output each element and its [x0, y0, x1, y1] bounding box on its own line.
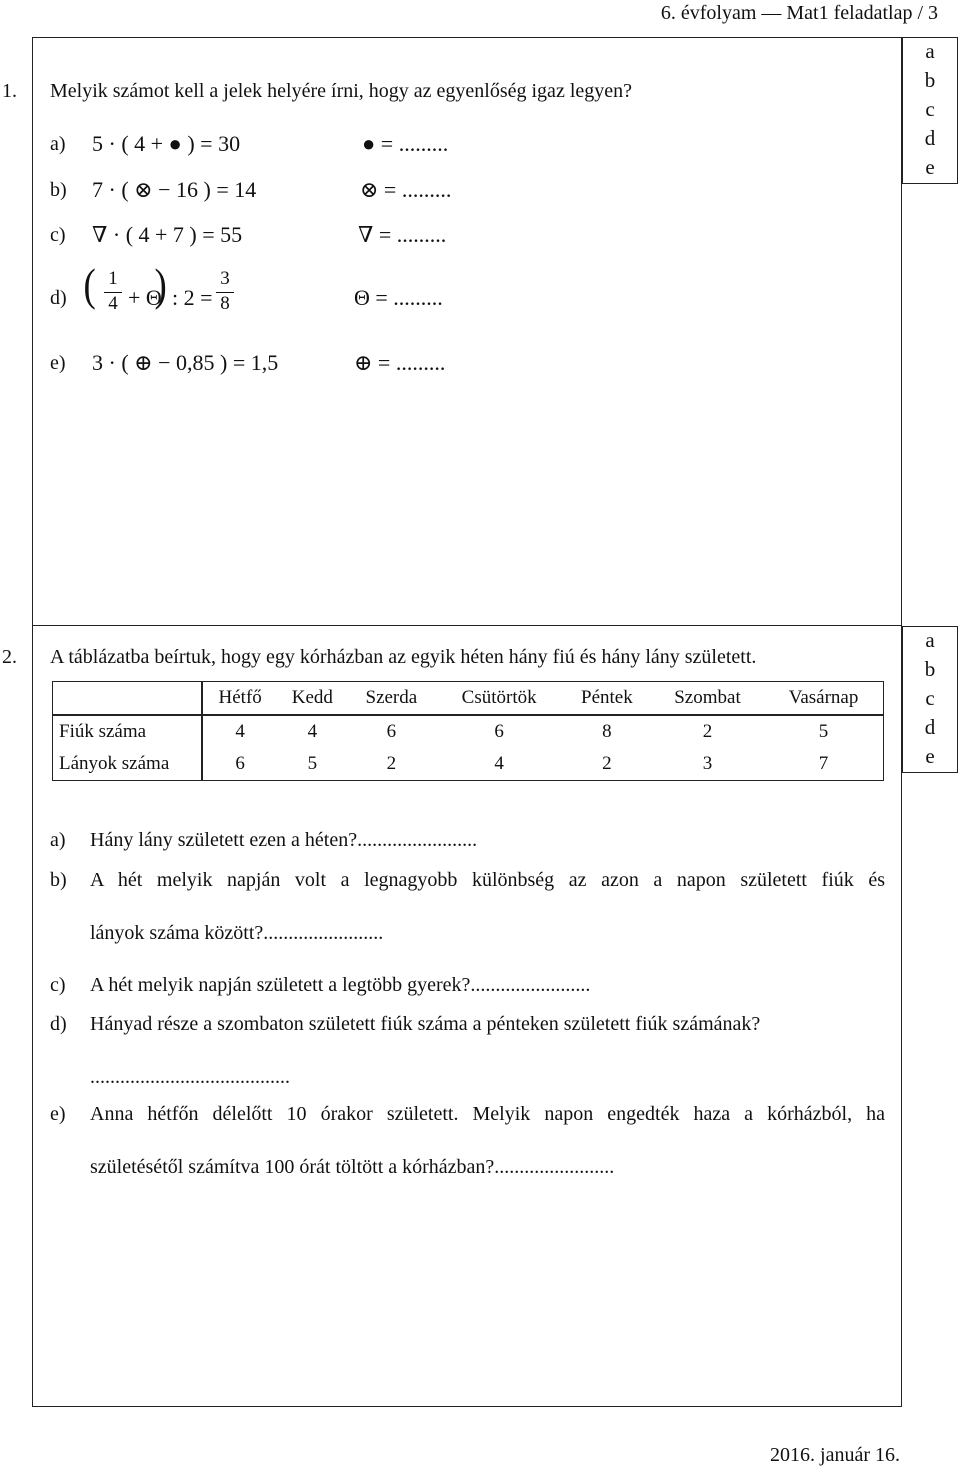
table-cell: 2 — [386, 753, 397, 774]
fraction-numerator: 3 — [220, 268, 230, 289]
item-d-label: d) — [50, 287, 67, 309]
table-cell: 5 — [307, 753, 318, 774]
item-d-divide: : 2 = — [172, 285, 213, 310]
grade-label-e: e — [925, 155, 935, 179]
births-table — [52, 681, 884, 781]
item-c-label: c) — [50, 224, 66, 246]
fraction-1-4 — [104, 268, 122, 315]
day-header: Péntek — [563, 682, 651, 716]
item-b-label: b) — [50, 179, 67, 201]
question-d-text: Hányad része a szombaton született fiúk száma a pénteken született fiúk számának? — [90, 1013, 761, 1035]
grade-label-a: a — [925, 39, 935, 63]
table-row-girls — [53, 748, 884, 781]
fraction-3-8 — [216, 268, 234, 315]
grade-label-d: d — [924, 126, 936, 150]
table-row-boys — [53, 715, 884, 748]
item-c-answer[interactable]: ∇ = ......... — [358, 222, 447, 247]
day-header: Kedd — [277, 682, 347, 716]
grade-label-a: a — [925, 628, 935, 652]
item-a-answer[interactable]: ● = ......... — [362, 131, 449, 156]
grade-box-task2 — [902, 626, 958, 773]
day-header: Csütörtök — [435, 682, 563, 716]
item-d-mid: + Θ — [128, 285, 162, 310]
grade-label-b: b — [924, 657, 936, 681]
table-cell: 2 — [602, 753, 612, 774]
question-e-text: Anna hétfőn délelőtt 10 órakor született. Melyik napon engedték haza a kórházból, ha — [90, 1103, 885, 1125]
item-e-answer[interactable]: ⊕ = ......... — [354, 350, 446, 375]
question-d-text-cont: ........................................ — [90, 1066, 290, 1088]
item-e-label: e) — [50, 352, 66, 374]
question-b-label: b) — [50, 869, 67, 891]
grade-label-c: c — [925, 686, 935, 710]
page-header: 6. évfolyam — Mat1 feladatlap / 3 — [660, 2, 938, 24]
table-cell: 6 — [386, 721, 397, 742]
task2-question: A táblázatba beírtuk, hogy egy kórházban az egyik héten hány fiú és hány lány született. — [50, 646, 757, 668]
table-cell: 6 — [235, 753, 245, 774]
grade-label-e: e — [925, 744, 935, 768]
day-header: Hétfő — [202, 682, 277, 716]
table-cell: 6 — [494, 721, 504, 742]
grade-label-b: b — [924, 68, 936, 92]
table-cell: 4 — [235, 721, 245, 742]
task-divider — [32, 625, 902, 626]
item-a-label: a) — [50, 133, 66, 155]
fraction-denominator: 4 — [104, 292, 122, 315]
question-e-text-cont: születésétől számítva 100 órát töltött a kórházban?........................ — [90, 1156, 615, 1178]
row-label: Lányok száma — [53, 748, 203, 781]
fraction-numerator: 1 — [108, 268, 118, 289]
question-e-label: e) — [50, 1103, 66, 1125]
question-a-text: Hány lány született ezen a héten?........................ — [90, 829, 478, 851]
table-cell: 2 — [702, 721, 713, 742]
table-cell: 4 — [307, 721, 318, 742]
item-c-equation: ∇ · ( 4 + 7 ) = 55 — [92, 222, 243, 247]
table-cell: 7 — [818, 753, 829, 774]
item-b-answer[interactable]: ⊗ = ......... — [360, 177, 452, 202]
question-d-label: d) — [50, 1013, 67, 1035]
question-c-text: A hét melyik napján született a legtöbb gyerek?........................ — [90, 974, 591, 996]
task2-number: 2. — [2, 646, 17, 668]
day-header: Szerda — [347, 682, 435, 716]
table-cell: 8 — [602, 721, 612, 742]
item-b-equation: 7 · ( ⊗ − 16 ) = 14 — [92, 177, 257, 202]
table-cell: 5 — [818, 721, 829, 742]
question-a-label: a) — [50, 829, 66, 851]
question-b-text-cont: lányok száma között?........................ — [90, 922, 384, 944]
day-header: Szombat — [651, 682, 764, 716]
question-b-text: A hét melyik napján volt a legnagyobb különbség az azon a napon született fiúk és — [90, 869, 885, 891]
right-paren: ) — [154, 259, 167, 310]
item-a-equation: 5 · ( 4 + ● ) = 30 — [92, 131, 241, 156]
grade-label-c: c — [925, 97, 935, 121]
page-footer-date: 2016. január 16. — [770, 1444, 900, 1466]
left-paren: ( — [83, 259, 96, 310]
table-corner-cell — [53, 682, 203, 716]
table-header-row — [53, 682, 884, 716]
row-label: Fiúk száma — [53, 715, 203, 748]
item-d-answer[interactable]: Θ = ......... — [354, 285, 443, 310]
table-cell: 3 — [702, 753, 713, 774]
task1-number: 1. — [2, 80, 17, 102]
question-c-label: c) — [50, 974, 66, 996]
grade-label-d: d — [924, 715, 936, 739]
grade-box-task1 — [902, 37, 958, 184]
fraction-denominator: 8 — [216, 292, 234, 315]
day-header: Vasárnap — [764, 682, 883, 716]
table-cell: 4 — [494, 753, 504, 774]
task1-question: Melyik számot kell a jelek helyére írni, hogy az egyenlőség igaz legyen? — [50, 80, 633, 102]
item-e-equation: 3 · ( ⊕ − 0,85 ) = 1,5 — [92, 350, 279, 375]
